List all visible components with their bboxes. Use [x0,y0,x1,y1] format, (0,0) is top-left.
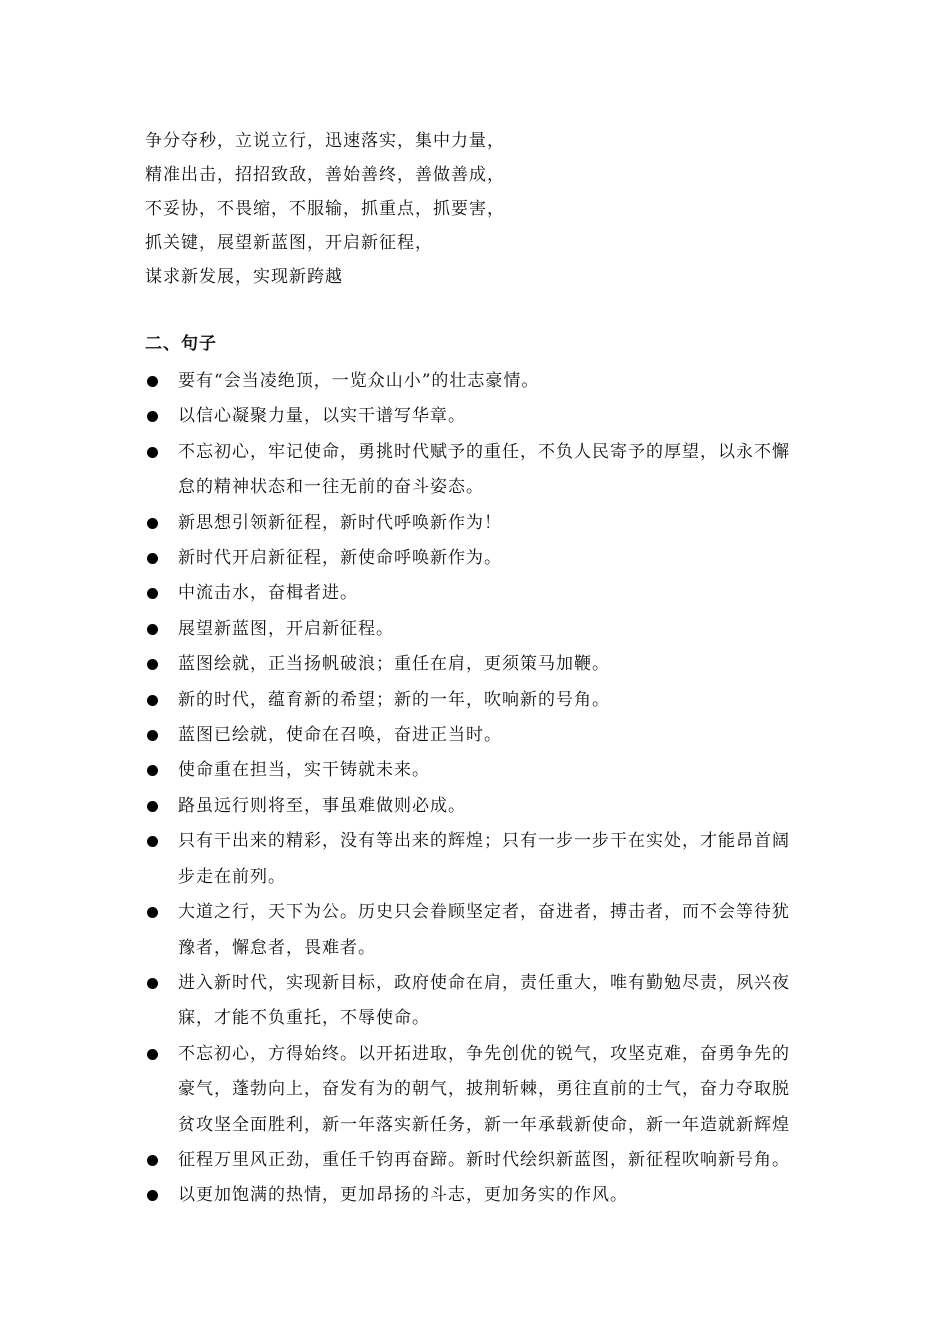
bullet-item [145,1037,815,1143]
bullet-item [145,364,815,399]
bullet-item [145,576,815,611]
bullet-item [145,435,815,506]
intro-paragraph [145,124,825,294]
bullet-dot-icon [147,730,158,741]
bullet-item [145,399,815,434]
intro-line: 精准出击，招招致敌，善始善终，善做善成， [145,165,505,185]
bullet-text-line: 要有“会当凌绝顶，一览众山小”的壮志豪情。 [178,371,540,391]
bullet-dot-icon [147,553,158,564]
bullet-text-line: 新时代开启新征程，新使命呼唤新作为。 [178,548,502,569]
bullet-text-line: 豫者，懈怠者，畏难者。 [178,937,376,958]
bullet-item [145,789,815,824]
bullet-text-line: 贫攻坚全面胜利，新一年落实新任务，新一年承载新使命，新一年造就新辉煌 [178,1114,790,1135]
bullet-dot-icon [147,411,158,422]
bullet-text-line: 寐，才能不负重托，不辱使命。 [178,1008,430,1029]
bullet-dot-icon [147,695,158,706]
bullet-item [145,541,815,576]
intro-line: 抓关键，展望新蓝图，开启新征程， [145,233,433,253]
bullet-dot-icon [147,588,158,599]
bullet-text-line: 不忘初心，牢记使命，勇挑时代赋予的重任，不负人民寄予的厚望，以永不懈 [178,441,790,462]
section-heading: 二、句子 [145,334,217,354]
bullet-dot-icon [147,624,158,635]
bullet-text-line: 豪气，蓬勃向上，奋发有为的朝气，披荆斩棘，勇往直前的士气，奋力夺取脱 [178,1079,790,1100]
bullet-text-line: 中流击水，奋楫者进。 [178,583,358,604]
intro-line: 谋求新发展，实现新跨越 [145,267,343,287]
bullet-item [145,824,815,895]
bullet-text-line: 以信心凝聚力量，以实干谱写华章。 [178,406,466,427]
bullet-dot-icon [147,376,158,387]
bullet-text-line: 以更加饱满的热情，更加昂扬的斗志，更加务实的作风。 [178,1185,628,1206]
bullet-text-line: 展望新蓝图，开启新征程。 [178,618,394,639]
bullet-dot-icon [147,1049,158,1060]
intro-line: 不妥协，不畏缩，不服输，抓重点，抓要害， [145,199,505,219]
bullet-dot-icon [147,978,158,989]
bullet-item [145,506,815,541]
bullet-text-line: 进入新时代，实现新目标，政府使命在肩，责任重大，唯有勤勉尽责，夙兴夜 [178,972,790,993]
bullet-text-line: 使命重在担当，实干铸就未来。 [178,760,430,781]
bullet-dot-icon [147,518,158,529]
bullet-text-line: 新的时代，蕴育新的希望；新的一年，吹响新的号角。 [178,689,610,710]
bullet-text-line: 步走在前列。 [178,866,286,887]
bullet-text-line: 蓝图绘就，正当扬帆破浪；重任在肩，更须策马加鞭。 [178,654,610,675]
bullet-item [145,1143,815,1178]
bullet-dot-icon [147,765,158,776]
bullet-item [145,753,815,788]
bullet-text-line: 只有干出来的精彩，没有等出来的辉煌；只有一步一步干在实处，才能昂首阔 [178,831,790,852]
bullet-list [145,364,815,1214]
bullet-dot-icon [147,1155,158,1166]
bullet-dot-icon [147,836,158,847]
bullet-text-line: 大道之行，天下为公。历史只会眷顾坚定者，奋进者，搏击者，而不会等待犹 [178,902,790,923]
bullet-dot-icon [147,659,158,670]
bullet-dot-icon [147,801,158,812]
bullet-text-line: 新思想引领新征程，新时代呼唤新作为！ [178,512,502,533]
bullet-item [145,647,815,682]
bullet-dot-icon [147,907,158,918]
bullet-item [145,612,815,647]
bullet-text-line: 征程万里风正劲，重任千钧再奋蹄。新时代绘织新蓝图，新征程吹响新号角。 [178,1149,790,1170]
bullet-text-line: 蓝图已绘就，使命在召唤，奋进正当时。 [178,725,502,746]
bullet-item [145,966,815,1037]
bullet-text-line: 怠的精神状态和一往无前的奋斗姿态。 [178,477,484,498]
bullet-text-line: 不忘初心，方得始终。以开拓进取，争先创优的锐气，攻坚克难，奋勇争先的 [178,1043,790,1064]
bullet-dot-icon [147,447,158,458]
bullet-dot-icon [147,1190,158,1201]
bullet-item [145,683,815,718]
bullet-text-line: 路虽远行则将至，事虽难做则必成。 [178,795,466,816]
intro-line: 争分夺秒，立说立行，迅速落实，集中力量， [145,131,505,151]
bullet-item [145,1178,815,1213]
bullet-item [145,718,815,753]
bullet-item [145,895,815,966]
